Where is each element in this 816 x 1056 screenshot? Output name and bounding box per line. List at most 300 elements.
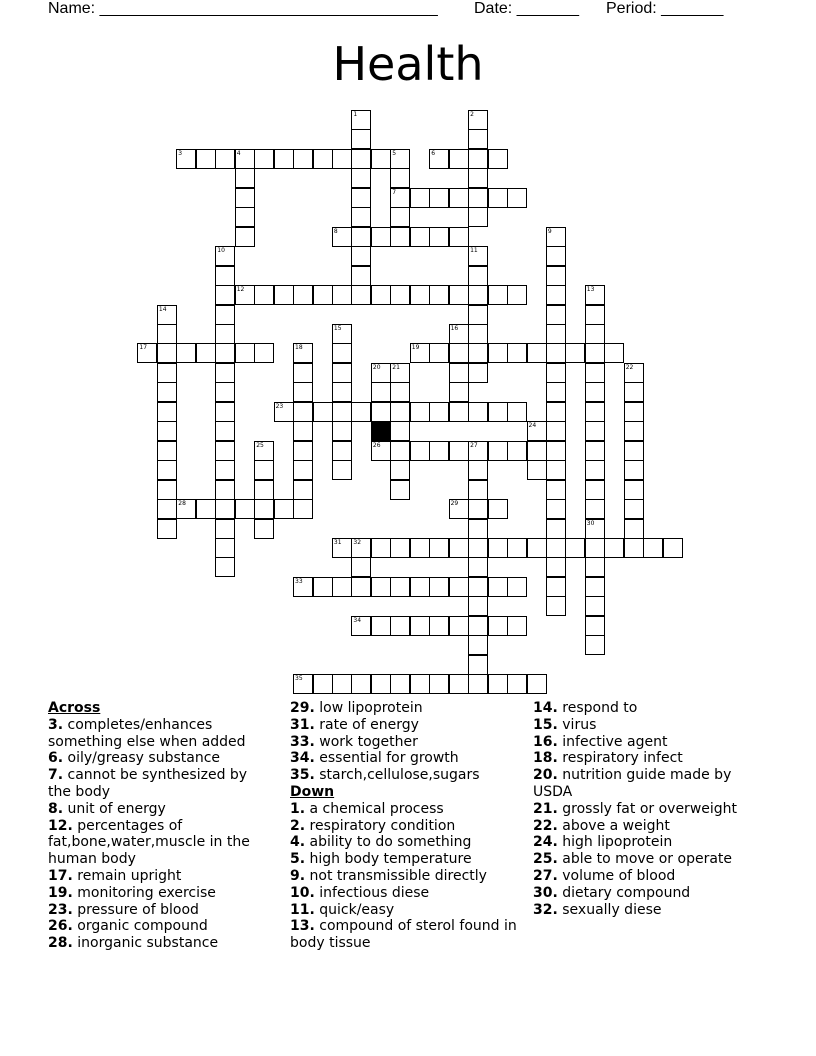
grid-cell[interactable] — [546, 441, 566, 461]
down-clue — [533, 885, 763, 902]
grid-cell[interactable] — [351, 266, 371, 286]
grid-cell[interactable] — [332, 674, 352, 694]
grid-cell[interactable] — [410, 538, 430, 558]
grid-cell[interactable] — [390, 441, 410, 461]
grid-cell[interactable] — [604, 343, 624, 363]
grid-cell[interactable] — [546, 324, 566, 344]
grid-cell[interactable] — [507, 343, 527, 363]
grid-cell[interactable] — [351, 207, 371, 227]
grid-cell[interactable] — [546, 596, 566, 616]
grid-cell[interactable] — [371, 616, 391, 636]
grid-cell[interactable] — [624, 519, 644, 539]
grid-cell[interactable] — [157, 324, 177, 344]
down-clue — [533, 818, 763, 835]
grid-cell[interactable] — [254, 460, 274, 480]
grid-cell[interactable] — [215, 519, 235, 539]
grid-cell[interactable] — [332, 324, 352, 344]
grid-cell[interactable] — [449, 577, 469, 597]
grid-cell[interactable] — [546, 382, 566, 402]
grid-cell[interactable] — [371, 382, 391, 402]
grid-cell[interactable] — [293, 343, 313, 363]
grid-cell[interactable] — [235, 343, 255, 363]
grid-cell[interactable] — [235, 285, 255, 305]
grid-cell[interactable] — [624, 363, 644, 383]
grid-cell[interactable] — [527, 421, 547, 441]
grid-cell[interactable] — [546, 480, 566, 500]
grid-cell[interactable] — [527, 538, 547, 558]
grid-cell[interactable] — [429, 538, 449, 558]
grid-cell[interactable] — [585, 460, 605, 480]
grid-cell[interactable] — [157, 480, 177, 500]
grid-cell[interactable] — [468, 285, 488, 305]
grid-cell[interactable] — [468, 363, 488, 383]
grid-cell[interactable] — [624, 402, 644, 422]
grid-cell[interactable] — [293, 499, 313, 519]
grid-cell[interactable] — [157, 343, 177, 363]
grid-cell[interactable] — [215, 266, 235, 286]
grid-cell[interactable] — [546, 421, 566, 441]
grid-cell[interactable] — [507, 674, 527, 694]
grid-cell[interactable] — [527, 343, 547, 363]
grid-cell[interactable] — [235, 227, 255, 247]
name-field[interactable]: Name: ______________________________________ — [48, 0, 438, 17]
grid-cell[interactable] — [293, 402, 313, 422]
grid-cell[interactable] — [507, 538, 527, 558]
grid-cell[interactable] — [215, 421, 235, 441]
grid-cell[interactable] — [390, 149, 410, 169]
grid-cell[interactable] — [196, 149, 216, 169]
grid-cell[interactable] — [585, 499, 605, 519]
grid-cell[interactable] — [274, 285, 294, 305]
grid-cell[interactable] — [585, 480, 605, 500]
grid-cell[interactable] — [546, 402, 566, 422]
grid-cell[interactable] — [468, 266, 488, 286]
grid-cell[interactable] — [546, 363, 566, 383]
grid-cell[interactable] — [215, 402, 235, 422]
grid-cell[interactable] — [215, 305, 235, 325]
grid-cell[interactable] — [410, 577, 430, 597]
grid-cell[interactable] — [351, 149, 371, 169]
grid-cell[interactable] — [429, 285, 449, 305]
grid-cell[interactable] — [546, 577, 566, 597]
grid-cell[interactable] — [468, 538, 488, 558]
grid-cell[interactable] — [313, 285, 333, 305]
grid-cell[interactable] — [546, 305, 566, 325]
grid-cell[interactable] — [488, 441, 508, 461]
clue-column-2 — [290, 700, 518, 952]
grid-cell[interactable] — [468, 110, 488, 130]
grid-cell[interactable] — [254, 149, 274, 169]
grid-cell[interactable] — [390, 285, 410, 305]
grid-cell[interactable] — [254, 441, 274, 461]
grid-cell[interactable] — [488, 343, 508, 363]
grid-cell[interactable] — [390, 207, 410, 227]
clue-number-label: 11 — [470, 247, 478, 255]
grid-cell[interactable] — [390, 577, 410, 597]
down-clue — [533, 717, 763, 734]
grid-cell[interactable] — [565, 343, 585, 363]
grid-cell[interactable] — [332, 363, 352, 383]
grid-cell[interactable] — [332, 382, 352, 402]
grid-cell[interactable] — [332, 421, 352, 441]
grid-cell[interactable] — [468, 480, 488, 500]
grid-cell[interactable] — [488, 188, 508, 208]
grid-cell[interactable] — [585, 324, 605, 344]
grid-cell[interactable] — [585, 596, 605, 616]
grid-cell[interactable] — [371, 441, 391, 461]
grid-cell[interactable] — [390, 538, 410, 558]
grid-cell[interactable] — [488, 402, 508, 422]
grid-cell[interactable] — [332, 402, 352, 422]
grid-cell[interactable] — [468, 460, 488, 480]
grid-cell[interactable] — [371, 227, 391, 247]
grid-cell[interactable] — [546, 246, 566, 266]
grid-cell[interactable] — [351, 402, 371, 422]
grid-cell[interactable] — [293, 674, 313, 694]
grid-cell[interactable] — [351, 227, 371, 247]
clue-text: nutrition guide made by USDA — [533, 767, 732, 800]
grid-cell[interactable] — [332, 149, 352, 169]
grid-cell[interactable] — [663, 538, 683, 558]
grid-cell[interactable] — [585, 363, 605, 383]
grid-cell[interactable] — [313, 149, 333, 169]
grid-cell[interactable] — [410, 441, 430, 461]
grid-cell[interactable] — [449, 499, 469, 519]
grid-cell[interactable] — [293, 149, 313, 169]
grid-cell[interactable] — [351, 577, 371, 597]
grid-cell[interactable] — [351, 110, 371, 130]
grid-cell[interactable] — [390, 460, 410, 480]
grid-cell[interactable] — [507, 616, 527, 636]
grid-cell[interactable] — [585, 616, 605, 636]
grid-cell[interactable] — [293, 480, 313, 500]
down-clue — [533, 750, 763, 767]
grid-cell[interactable] — [468, 674, 488, 694]
grid-cell[interactable] — [332, 538, 352, 558]
grid-cell[interactable] — [624, 421, 644, 441]
grid-cell[interactable] — [215, 480, 235, 500]
grid-cell[interactable] — [215, 285, 235, 305]
across-heading: Across — [48, 700, 101, 716]
grid-cell[interactable] — [332, 343, 352, 363]
grid-cell[interactable] — [585, 402, 605, 422]
grid-cell[interactable] — [410, 188, 430, 208]
grid-cell[interactable] — [624, 382, 644, 402]
grid-cell[interactable] — [351, 285, 371, 305]
grid-cell[interactable] — [410, 285, 430, 305]
grid-cell[interactable] — [215, 149, 235, 169]
grid-cell[interactable] — [546, 538, 566, 558]
grid-cell[interactable] — [585, 519, 605, 539]
grid-cell[interactable] — [585, 382, 605, 402]
grid-cell[interactable] — [410, 674, 430, 694]
grid-cell[interactable] — [585, 343, 605, 363]
grid-cell[interactable] — [254, 499, 274, 519]
grid-cell[interactable] — [585, 421, 605, 441]
grid-cell[interactable] — [546, 343, 566, 363]
grid-cell[interactable] — [390, 363, 410, 383]
grid-cell[interactable] — [351, 188, 371, 208]
grid-cell[interactable] — [215, 557, 235, 577]
grid-cell[interactable] — [351, 246, 371, 266]
grid-cell[interactable] — [371, 363, 391, 383]
grid-cell[interactable] — [390, 168, 410, 188]
grid-cell[interactable] — [254, 343, 274, 363]
grid-cell[interactable] — [332, 227, 352, 247]
clue-number: 30. — [533, 884, 558, 901]
grid-cell[interactable] — [390, 480, 410, 500]
grid-cell[interactable] — [410, 616, 430, 636]
grid-cell[interactable] — [371, 149, 391, 169]
grid-cell[interactable] — [488, 577, 508, 597]
grid-cell[interactable] — [585, 285, 605, 305]
grid-cell[interactable] — [546, 266, 566, 286]
grid-cell[interactable] — [390, 188, 410, 208]
grid-cell[interactable] — [585, 577, 605, 597]
grid-cell[interactable] — [351, 616, 371, 636]
grid-cell[interactable] — [390, 227, 410, 247]
clue-number-label: 19 — [411, 344, 420, 352]
grid-cell[interactable] — [449, 441, 469, 461]
grid-cell[interactable] — [235, 207, 255, 227]
clue-number: 28. — [48, 935, 73, 952]
grid-cell[interactable] — [351, 557, 371, 577]
grid-cell[interactable] — [527, 441, 547, 461]
grid-cell[interactable] — [235, 499, 255, 519]
grid-cell[interactable] — [546, 519, 566, 539]
grid-cell[interactable] — [449, 188, 469, 208]
grid-cell[interactable] — [429, 149, 449, 169]
grid-cell[interactable] — [429, 402, 449, 422]
grid-cell[interactable] — [546, 227, 566, 247]
grid-cell[interactable] — [371, 674, 391, 694]
down-heading: Down — [290, 783, 335, 800]
grid-cell[interactable] — [332, 577, 352, 597]
grid-cell[interactable] — [429, 616, 449, 636]
grid-cell[interactable] — [410, 227, 430, 247]
grid-cell[interactable] — [410, 343, 430, 363]
grid-cell[interactable] — [215, 460, 235, 480]
grid-cell[interactable] — [527, 460, 547, 480]
grid-cell[interactable] — [449, 538, 469, 558]
grid-cell[interactable] — [546, 285, 566, 305]
grid-cell[interactable] — [468, 402, 488, 422]
grid-cell[interactable] — [449, 227, 469, 247]
grid-cell[interactable] — [488, 499, 508, 519]
grid-cell[interactable] — [488, 149, 508, 169]
grid-cell[interactable] — [235, 188, 255, 208]
grid-cell[interactable] — [293, 441, 313, 461]
page-title: Health — [332, 37, 484, 91]
grid-cell[interactable] — [254, 480, 274, 500]
grid-cell[interactable] — [468, 324, 488, 344]
grid-cell[interactable] — [488, 616, 508, 636]
grid-cell[interactable] — [546, 460, 566, 480]
grid-cell[interactable] — [293, 382, 313, 402]
grid-cell[interactable] — [176, 343, 196, 363]
grid-cell[interactable] — [332, 441, 352, 461]
grid-cell[interactable] — [468, 188, 488, 208]
grid-cell[interactable] — [215, 324, 235, 344]
grid-cell[interactable] — [468, 441, 488, 461]
grid-cell[interactable] — [507, 285, 527, 305]
grid-cell[interactable] — [215, 538, 235, 558]
grid-cell[interactable] — [215, 441, 235, 461]
grid-cell[interactable] — [468, 305, 488, 325]
clue-number-label: 12 — [236, 286, 245, 293]
grid-cell[interactable] — [468, 499, 488, 519]
grid-cell[interactable] — [293, 460, 313, 480]
grid-cell[interactable] — [449, 324, 469, 344]
grid-cell[interactable] — [157, 402, 177, 422]
grid-cell[interactable] — [624, 460, 644, 480]
grid-cell[interactable] — [390, 382, 410, 402]
grid-cell[interactable] — [585, 305, 605, 325]
grid-cell[interactable] — [449, 616, 469, 636]
date-field[interactable]: Date: _______ — [474, 0, 579, 17]
grid-cell[interactable] — [157, 421, 177, 441]
grid-cell[interactable] — [293, 421, 313, 441]
grid-cell[interactable] — [429, 674, 449, 694]
grid-cell[interactable] — [449, 402, 469, 422]
across-clue — [48, 750, 270, 767]
grid-cell[interactable] — [235, 149, 255, 169]
grid-cell[interactable] — [604, 538, 624, 558]
grid-cell[interactable] — [274, 149, 294, 169]
grid-cell[interactable] — [643, 538, 663, 558]
grid-cell[interactable] — [507, 402, 527, 422]
grid-cell[interactable] — [274, 499, 294, 519]
grid-cell[interactable] — [449, 674, 469, 694]
period-field[interactable]: Period: _______ — [606, 0, 724, 17]
grid-cell[interactable] — [254, 285, 274, 305]
grid-cell[interactable] — [157, 441, 177, 461]
grid-cell[interactable] — [468, 557, 488, 577]
grid-cell[interactable] — [585, 441, 605, 461]
grid-cell[interactable] — [585, 557, 605, 577]
grid-cell[interactable] — [293, 577, 313, 597]
grid-cell[interactable] — [585, 635, 605, 655]
grid-cell[interactable] — [468, 577, 488, 597]
grid-cell[interactable] — [429, 227, 449, 247]
grid-cell[interactable] — [157, 499, 177, 519]
grid-cell[interactable] — [390, 674, 410, 694]
grid-cell[interactable] — [624, 538, 644, 558]
grid-cell[interactable] — [468, 149, 488, 169]
grid-cell[interactable] — [507, 188, 527, 208]
grid-cell[interactable] — [176, 499, 196, 519]
grid-cell[interactable] — [215, 499, 235, 519]
clue-text: a chemical process — [305, 800, 444, 817]
grid-cell[interactable] — [313, 402, 333, 422]
grid-cell[interactable] — [565, 538, 585, 558]
grid-cell[interactable] — [488, 285, 508, 305]
grid-cell[interactable] — [468, 519, 488, 539]
grid-cell[interactable] — [371, 285, 391, 305]
grid-cell[interactable] — [157, 305, 177, 325]
grid-cell[interactable] — [137, 343, 157, 363]
grid-cell[interactable] — [449, 363, 469, 383]
grid-cell[interactable] — [196, 499, 216, 519]
grid-cell[interactable] — [488, 538, 508, 558]
grid-cell[interactable] — [468, 635, 488, 655]
grid-cell[interactable] — [527, 674, 547, 694]
grid-cell[interactable] — [507, 577, 527, 597]
grid-cell[interactable] — [157, 519, 177, 539]
grid-cell[interactable] — [254, 519, 274, 539]
grid-cell[interactable] — [313, 577, 333, 597]
grid-cell[interactable] — [351, 538, 371, 558]
clue-number-label: 32 — [353, 538, 362, 546]
grid-cell[interactable] — [157, 363, 177, 383]
grid-cell[interactable] — [624, 499, 644, 519]
down-clue — [290, 801, 518, 818]
grid-cell[interactable] — [507, 441, 527, 461]
grid-cell[interactable] — [468, 616, 488, 636]
grid-cell[interactable] — [157, 460, 177, 480]
grid-cell[interactable] — [293, 363, 313, 383]
grid-cell[interactable] — [546, 557, 566, 577]
grid-cell[interactable] — [410, 402, 430, 422]
grid-cell[interactable] — [429, 441, 449, 461]
grid-cell[interactable] — [313, 674, 333, 694]
grid-cell[interactable] — [449, 343, 469, 363]
grid-cell[interactable] — [371, 577, 391, 597]
grid-cell[interactable] — [274, 402, 294, 422]
grid-cell[interactable] — [215, 363, 235, 383]
grid-cell[interactable] — [468, 129, 488, 149]
grid-cell[interactable] — [449, 382, 469, 402]
grid-cell[interactable] — [176, 149, 196, 169]
grid-cell[interactable] — [332, 285, 352, 305]
grid-cell[interactable] — [624, 441, 644, 461]
grid-cell[interactable] — [332, 460, 352, 480]
grid-cell[interactable] — [371, 402, 391, 422]
clue-number-label: 22 — [625, 363, 634, 371]
grid-cell[interactable] — [235, 168, 255, 188]
grid-cell[interactable] — [196, 343, 216, 363]
grid-cell[interactable] — [546, 499, 566, 519]
grid-cell[interactable] — [468, 596, 488, 616]
grid-cell[interactable] — [468, 168, 488, 188]
grid-cell[interactable] — [429, 188, 449, 208]
grid-cell[interactable] — [624, 480, 644, 500]
grid-cell[interactable] — [371, 538, 391, 558]
grid-cell[interactable] — [449, 285, 469, 305]
grid-cell[interactable] — [215, 246, 235, 266]
grid-cell[interactable] — [468, 343, 488, 363]
grid-cell[interactable] — [390, 616, 410, 636]
grid-cell[interactable] — [351, 674, 371, 694]
grid-cell[interactable] — [468, 246, 488, 266]
grid-cell[interactable] — [429, 577, 449, 597]
grid-cell[interactable] — [157, 382, 177, 402]
grid-cell[interactable] — [215, 343, 235, 363]
grid-cell[interactable] — [390, 421, 410, 441]
grid-cell[interactable] — [351, 168, 371, 188]
grid-cell[interactable] — [585, 538, 605, 558]
grid-cell[interactable] — [468, 655, 488, 675]
grid-cell[interactable] — [215, 382, 235, 402]
grid-cell[interactable] — [488, 674, 508, 694]
grid-cell[interactable] — [351, 129, 371, 149]
grid-cell[interactable] — [390, 402, 410, 422]
grid-cell[interactable] — [293, 285, 313, 305]
grid-cell[interactable] — [449, 149, 469, 169]
grid-cell[interactable] — [429, 343, 449, 363]
across-clue — [48, 935, 270, 952]
grid-cell[interactable] — [468, 207, 488, 227]
